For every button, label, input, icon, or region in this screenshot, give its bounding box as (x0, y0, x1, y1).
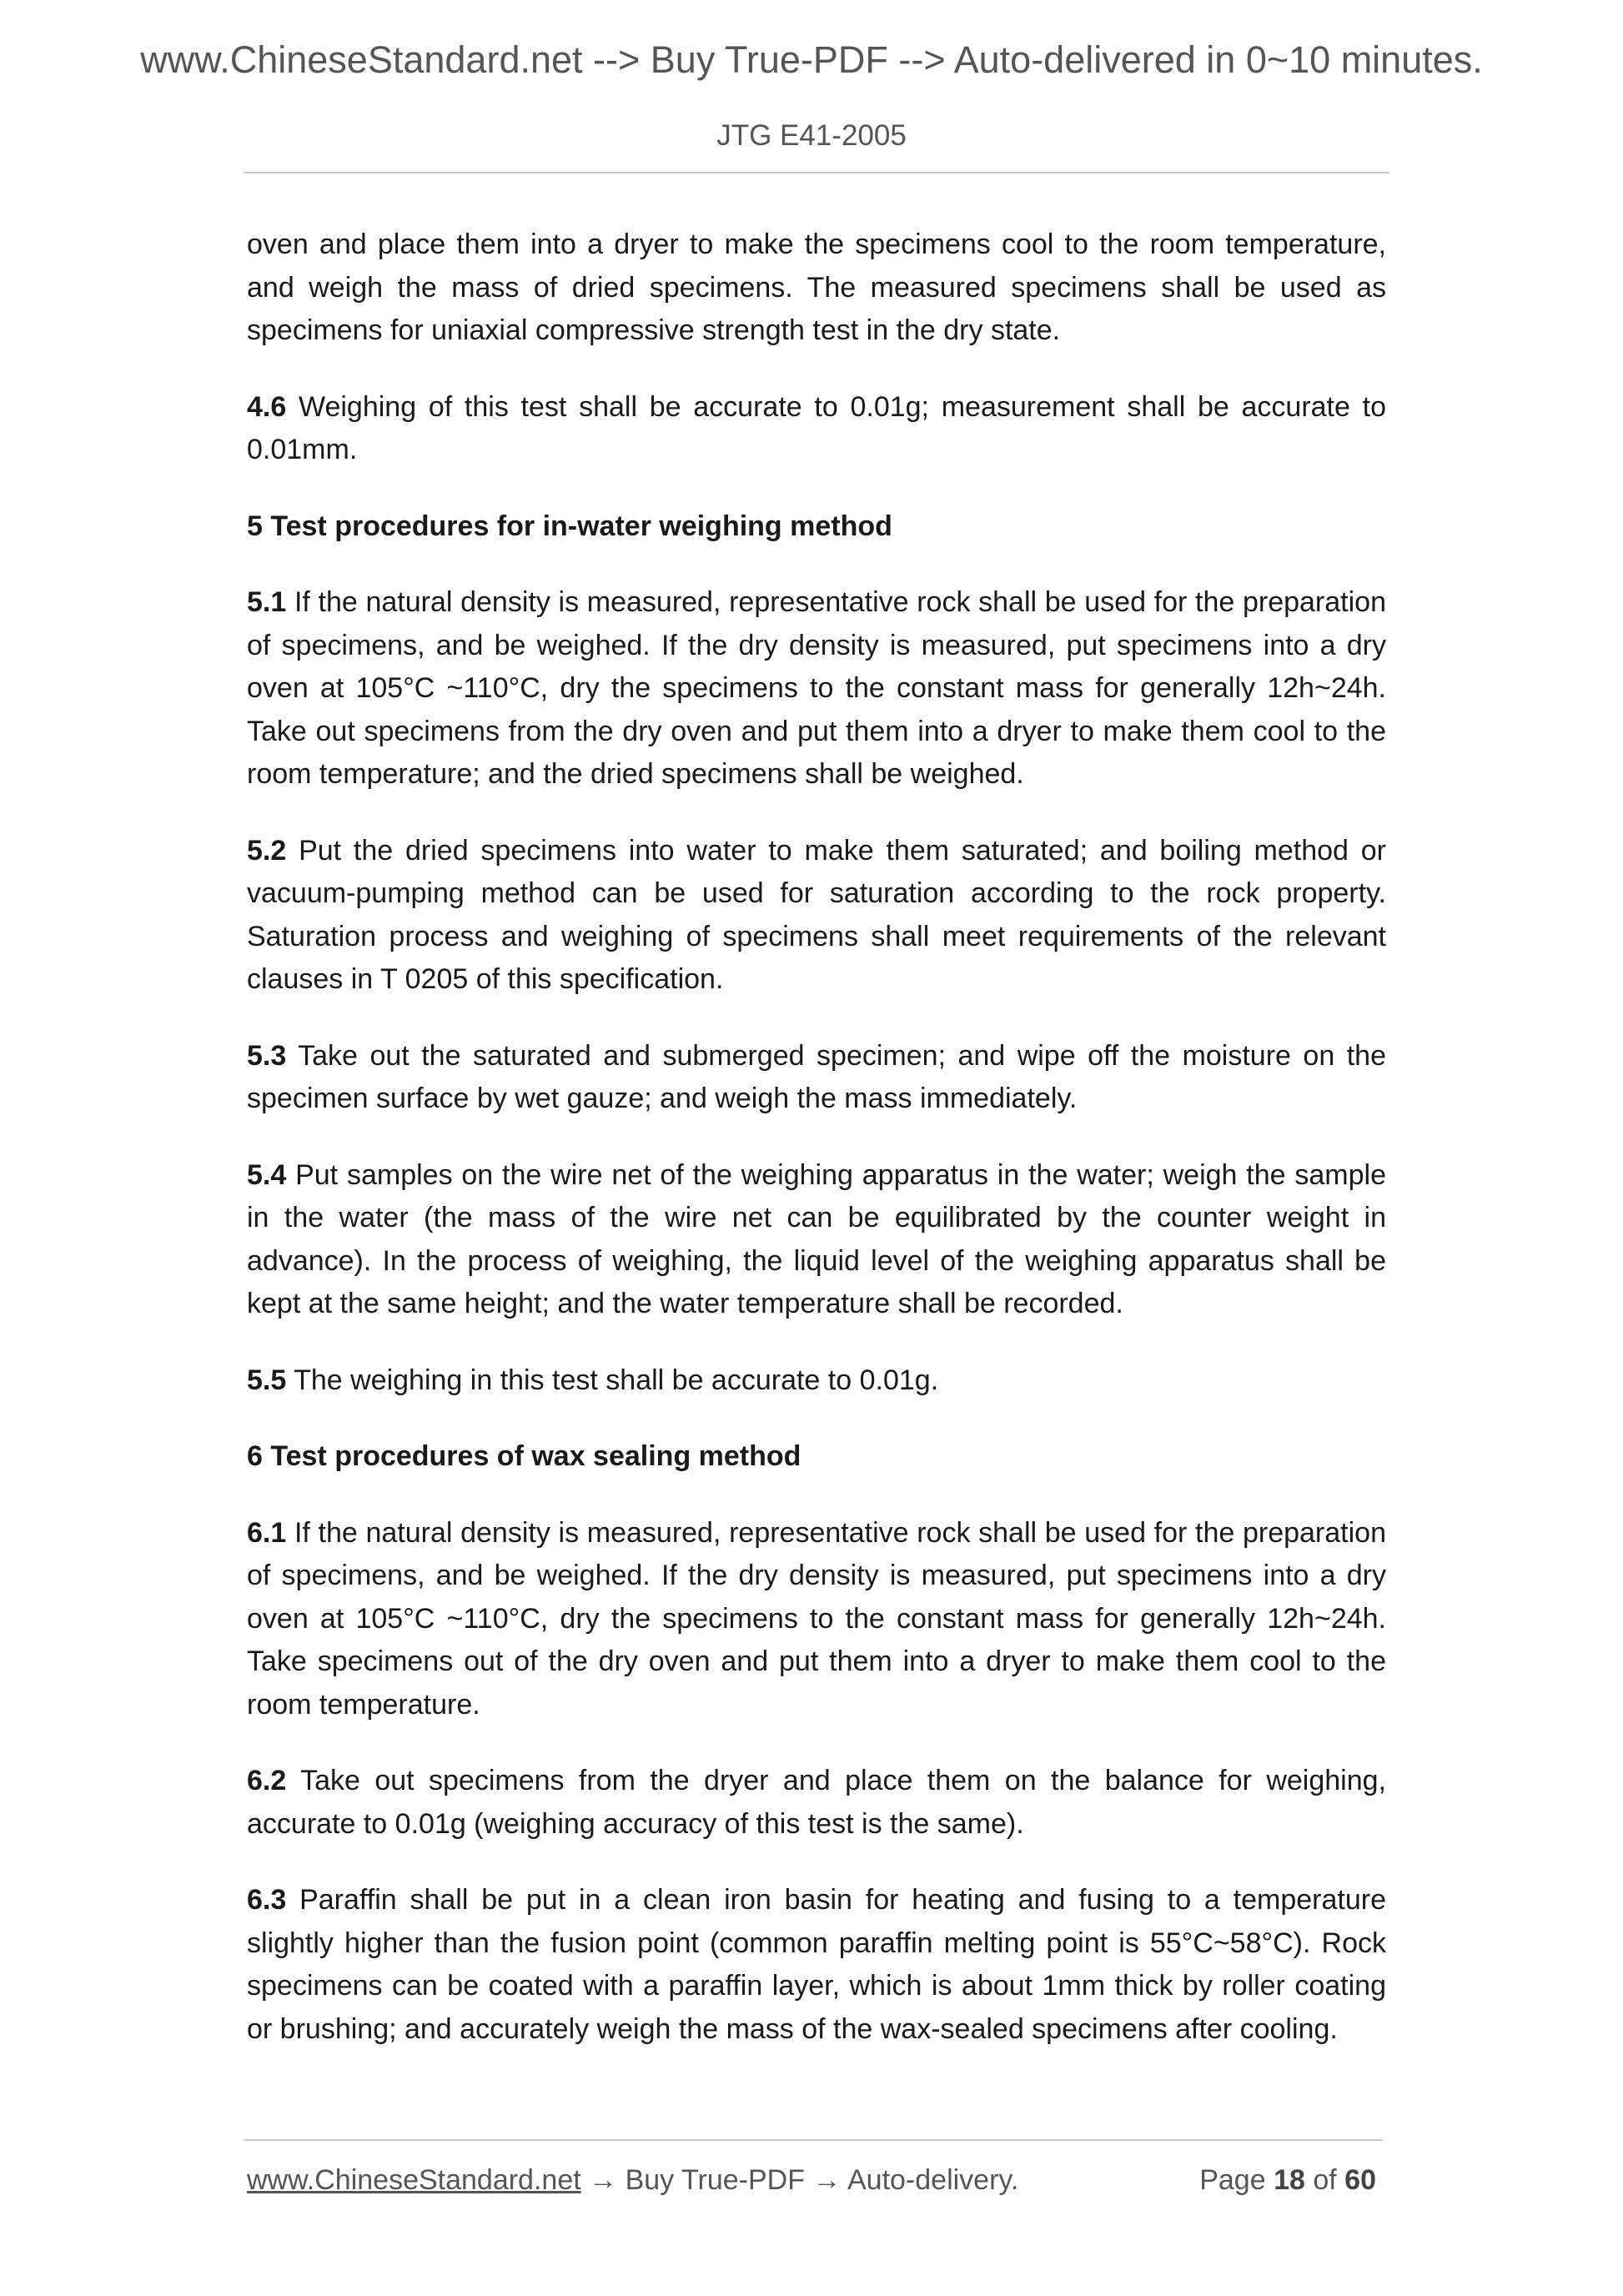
section-heading-6: 6 Test procedures of wax sealing method (247, 1440, 801, 1472)
clause-5-1 (247, 581, 1386, 796)
clause-text: Paraffin shall be put in a clean iron basin for heating and fusing to a temperature slightly higher than the fusion point (common paraffin melting point is 55°C~58°C). Rock specimens can be coated with a paraffin layer, which is about 1mm thick by roller coating or brushing; and accurately weigh the mass of the wax-sealed specimens after cooling. (247, 1884, 1386, 2045)
clause-number: 4.6 (247, 390, 287, 423)
clause-number: 5.1 (247, 586, 287, 618)
page-total: 60 (1344, 2164, 1376, 2196)
header-divider (244, 172, 1389, 173)
clause-5-2 (247, 830, 1386, 1002)
clause-number: 6.2 (247, 1765, 287, 1796)
clause-number: 5.5 (247, 1364, 287, 1396)
clause-number: 6.1 (247, 1516, 287, 1549)
clause-number: 5.3 (247, 1039, 287, 1072)
page-footer (247, 2164, 1376, 2206)
of-label: of (1313, 2164, 1337, 2196)
clause-text: If the natural density is measured, representative rock shall be used for the preparation of specimens, and be weighed. If the dry density is measured, put specimens into a dry oven at 105°C ~110°C, dry the specimens to the constant mass for generally 12h~24h. Take out specimens from the dry oven and put them into a dryer to make them cool to the room temperature; and the dried specimens shall be weighed. (247, 586, 1386, 790)
footer-divider (244, 2139, 1383, 2141)
clause-5-3 (247, 1035, 1386, 1121)
page-label: Page (1199, 2164, 1266, 2196)
clause-text: Put samples on the wire net of the weighing apparatus in the water; weigh the sample in the water (the mass of the wire net can be equilibrated by the counter weight in advance). In the process of weighing, the liquid level of the weighing apparatus shall be kept at the same height; and the water temperature shall be recorded. (247, 1158, 1386, 1319)
clause-text: Put the dried specimens into water to make them saturated; and boiling method or vacuum-pumping method can be used for saturation according to the rock property. Saturation process and weighing of specimens shall meet requirements of the relevant clauses in T 0205 of this specification. (247, 834, 1386, 995)
paragraph-continued: oven and place them into a dryer to make the specimens cool to the room temperature, and weigh the mass of dried specimens. The measured specimens shall be used as specimens for uniaxial compressive strength test in the dry state. (247, 229, 1386, 346)
clause-5-4 (247, 1154, 1386, 1326)
clause-6-2 (247, 1760, 1386, 1846)
page-number: 18 (1274, 2164, 1305, 2196)
clause-text: Weighing of this test shall be accurate to 0.01g; measurement shall be accurate to 0.01mm. (247, 390, 1386, 465)
page-content (247, 224, 1386, 2084)
clause-number: 6.3 (247, 1884, 287, 1916)
site-link[interactable]: www.ChineseStandard.net (247, 2164, 581, 2196)
clause-4-6 (247, 386, 1386, 472)
clause-text: If the natural density is measured, representative rock shall be used for the preparation of specimens, and be weighed. If the dry density is measured, put specimens into a dry oven at 105°C ~110°C, dry the specimens to the constant mass for generally 12h~24h. Take specimens out of the dry oven and put them into a dryer to make them cool to the room temperature. (247, 1516, 1386, 1721)
page-indicator (1199, 2164, 1376, 2197)
footer-promo (247, 2164, 1018, 2197)
clause-number: 5.2 (247, 834, 287, 867)
clause-text: The weighing in this test shall be accurate to 0.01g. (286, 1364, 939, 1396)
document-code: JTG E41-2005 (716, 119, 907, 152)
site-banner: www.ChineseStandard.net --> Buy True-PDF --> Auto-delivered in 0~10 minutes. (140, 38, 1483, 81)
section-heading-5: 5 Test procedures for in-water weighing method (247, 510, 892, 542)
footer-promo-text: → Buy True-PDF → Auto-delivery. (580, 2164, 1019, 2196)
clause-number: 5.4 (247, 1158, 287, 1191)
clause-6-3 (247, 1879, 1386, 2051)
clause-6-1 (247, 1512, 1386, 1727)
clause-5-5 (247, 1359, 1386, 1403)
clause-text: Take out specimens from the dryer and place them on the balance for weighing, accurate to 0.01g (weighing accuracy of this test is the same). (247, 1765, 1386, 1840)
clause-text: Take out the saturated and submerged specimen; and wipe off the moisture on the specimen surface by wet gauze; and weigh the mass immediately. (247, 1039, 1386, 1114)
